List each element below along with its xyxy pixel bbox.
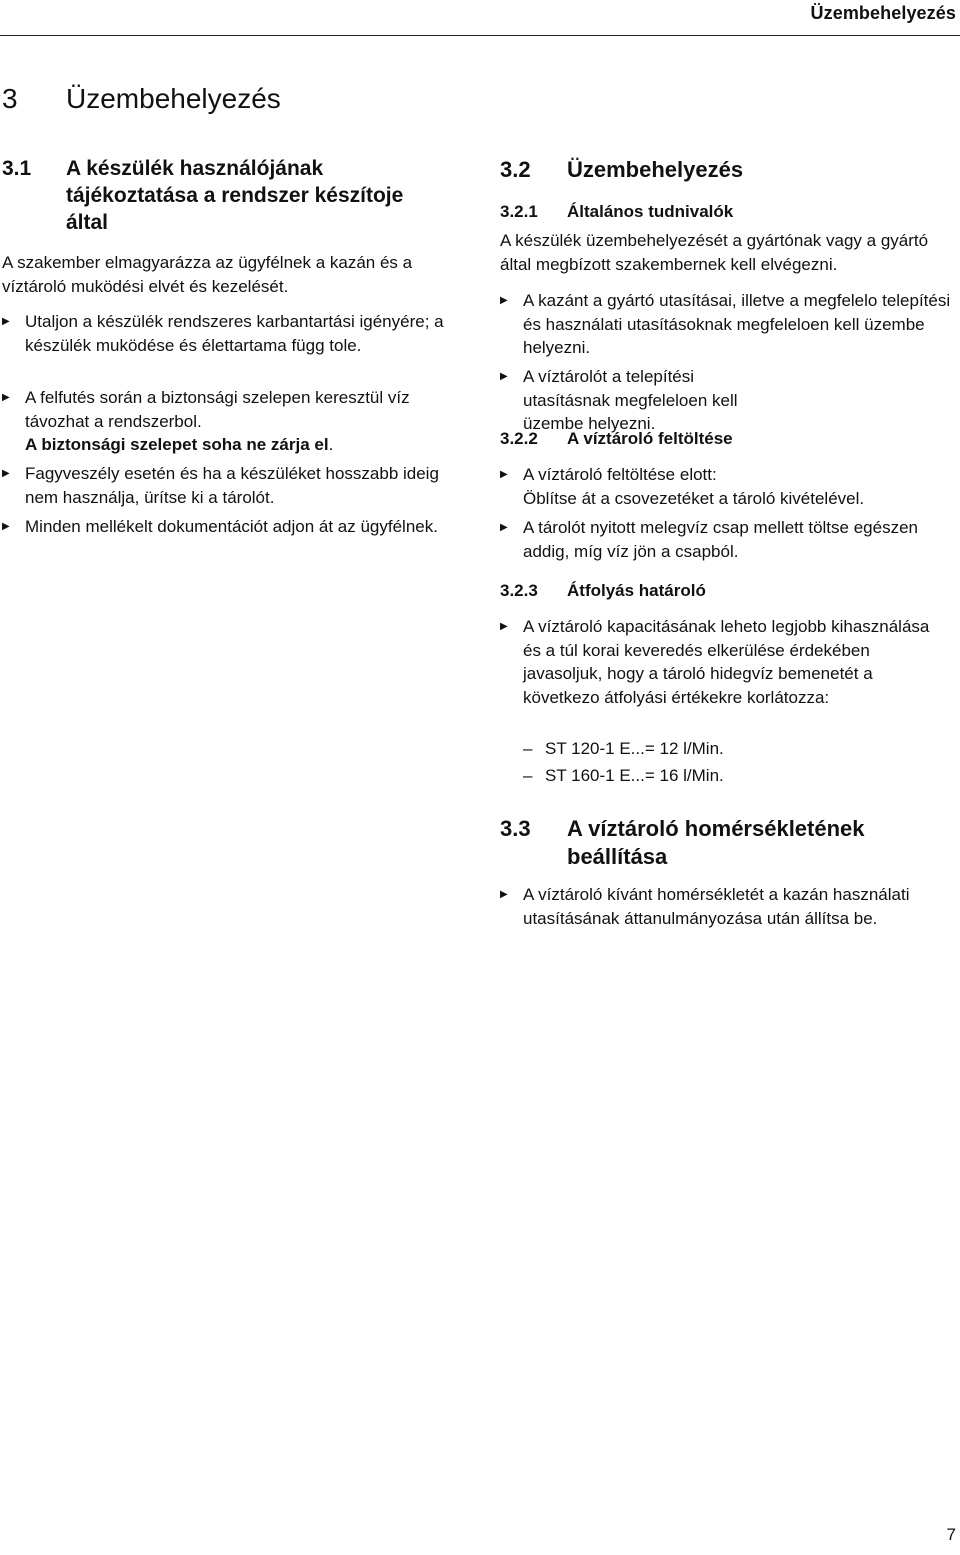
section-3-2-1-intro: A készülék üzembehelyezését a gyártónak vagy a gyártó által megbízott szakembernek kell elvégezni. xyxy=(500,231,929,274)
section-3-3-number: 3.3 xyxy=(500,816,531,841)
bullet-arrow-icon: ▶ xyxy=(2,392,10,403)
section-3-1-number: 3.1 xyxy=(2,157,32,180)
bullet-arrow-icon: ▶ xyxy=(2,468,10,479)
list-item-text: A víztároló kívánt homérsékletét a kazán használati utasításának áttanulmányozása után állítsa be. xyxy=(523,885,910,928)
list-item-text xyxy=(25,386,457,457)
limit-value: ST 160-1 E...= 16 l/Min. xyxy=(545,766,724,785)
list-item-text: Utaljon a készülék rendszeres karbantartási igényére; a készülék muködése és élettartama függ tole. xyxy=(25,312,444,355)
bullet-arrow-icon: ▶ xyxy=(2,316,10,327)
section-3-2-2-number: 3.2.2 xyxy=(500,429,538,448)
list-item-text: A kazánt a gyártó utasításai, illetve a megfelelo telepítési és használati utasításoknak megfeleloen kell üzembe helyezni. xyxy=(523,291,951,357)
bullet-arrow-icon: ▶ xyxy=(500,469,508,480)
list-item-text xyxy=(523,463,864,510)
dash-mark: – xyxy=(523,739,533,758)
header-rule xyxy=(0,35,960,36)
bullet-arrow-icon: ▶ xyxy=(500,889,508,900)
limit-value: ST 120-1 E...= 12 l/Min. xyxy=(545,739,724,758)
section-3-2-2-title: A víztároló feltöltése xyxy=(567,429,733,448)
section-3-2-1-number: 3.2.1 xyxy=(500,202,538,221)
running-header: Üzembehelyezés xyxy=(810,3,956,23)
list-item xyxy=(2,310,457,357)
section-3-3-title xyxy=(567,815,865,871)
bullet-arrow-icon: ▶ xyxy=(500,295,508,306)
section-3-2-3-number: 3.2.3 xyxy=(500,581,538,600)
list-item xyxy=(500,883,956,930)
section-3-3-heading xyxy=(500,815,956,871)
section-3-2-1-title: Általános tudnivalók xyxy=(567,202,734,221)
section-3-3-title-line-2: beállítása xyxy=(567,844,668,869)
list-item xyxy=(500,365,956,436)
list-item-text: A víztárolót a telepítési utasításnak megfeleloen kell üzembe helyezni. xyxy=(523,367,738,433)
chapter-heading xyxy=(2,83,281,115)
section-3-2-heading xyxy=(500,156,956,184)
section-3-3-title-line-1: A víztároló homérsékletének xyxy=(567,816,865,841)
bullet-arrow-icon: ▶ xyxy=(500,621,508,632)
list-item-text: A tárolót nyitott melegvíz csap mellett töltse egészen addig, míg víz jön a csapból. xyxy=(523,518,918,561)
section-3-1-heading xyxy=(2,155,460,236)
section-3-2-1-heading xyxy=(500,201,956,223)
page-number: 7 xyxy=(946,1525,956,1544)
warning-text-tail: . xyxy=(328,435,334,454)
list-item xyxy=(2,515,457,539)
list-item xyxy=(500,615,956,709)
section-3-2-title: Üzembehelyezés xyxy=(567,157,744,182)
section-3-1-title: A készülék használójának tájékoztatása a rendszer készítoje által xyxy=(66,157,404,234)
bullet-arrow-icon: ▶ xyxy=(500,522,508,533)
limit-item xyxy=(500,764,956,788)
list-item xyxy=(2,462,457,509)
section-3-2-2-heading xyxy=(500,428,956,450)
list-item-text: A víztároló kapacitásának leheto legjobb kihasználása és a túl korai keveredés elkerülése érdekében javasoljuk, hogy a tároló hidegvíz bemenetét a következo átfolyási értékekre korlátozza: xyxy=(523,617,930,707)
list-item-line-1: A víztároló feltöltése elott: xyxy=(523,465,717,484)
chapter-number: 3 xyxy=(2,83,18,114)
section-3-2-number: 3.2 xyxy=(500,157,531,182)
list-item xyxy=(500,289,956,360)
section-3-2-3-title: Átfolyás határoló xyxy=(567,581,706,600)
bullet-arrow-icon: ▶ xyxy=(2,521,10,532)
list-item xyxy=(500,516,956,563)
bullet-arrow-icon: ▶ xyxy=(500,371,508,382)
list-item-line-2: Öblítse át a csovezetéket a tároló kivételével. xyxy=(523,488,865,508)
warning-text: A biztonsági szelepet soha ne zárja el xyxy=(25,435,329,454)
section-3-2-3-heading xyxy=(500,580,956,602)
limit-item xyxy=(500,737,956,761)
chapter-title: Üzembehelyezés xyxy=(66,83,281,114)
list-item xyxy=(2,386,457,457)
dash-mark: – xyxy=(523,766,533,785)
list-item-text: Fagyveszély esetén és ha a készüléket hosszabb ideig nem használja, ürítse ki a tárolót. xyxy=(25,464,439,507)
list-item-text: Minden mellékelt dokumentációt adjon át az ügyfélnek. xyxy=(25,517,438,536)
section-3-1-intro: A szakember elmagyarázza az ügyfélnek a kazán és a víztároló muködési elvét és kezelését. xyxy=(2,253,413,296)
list-item-text-main: A felfutés során a biztonsági szelepen keresztül víz távozhat a rendszerbol. xyxy=(25,388,410,431)
list-item xyxy=(500,463,956,510)
